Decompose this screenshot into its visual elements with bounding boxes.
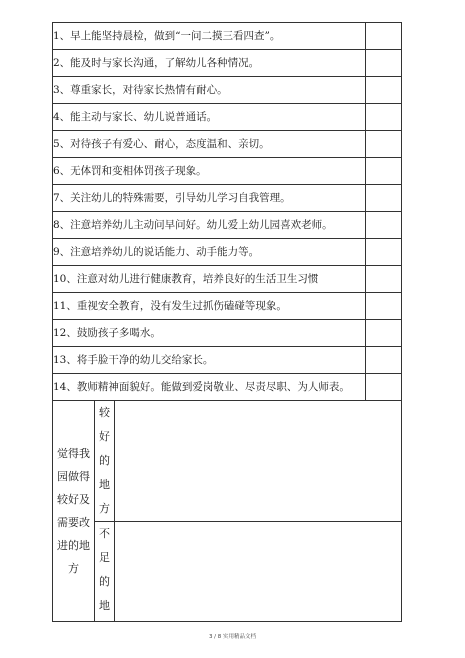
table-row xyxy=(53,185,402,212)
survey-item-text: 4、能主动与家长、幼儿说普通话。 xyxy=(53,104,366,131)
feedback-section xyxy=(53,401,402,622)
table-row xyxy=(53,104,402,131)
score-cell[interactable] xyxy=(366,185,402,212)
table-row xyxy=(53,266,402,293)
survey-item-text: 14、教师精神面貌好。能做到爱岗敬业、尽责尽职、为人师表。 xyxy=(53,374,366,401)
survey-item-text: 1、早上能坚持晨检，做到“一问二摸三看四查”。 xyxy=(53,23,366,50)
table-row xyxy=(53,50,402,77)
table-row xyxy=(53,23,402,50)
table-row xyxy=(53,293,402,320)
table-row xyxy=(53,347,402,374)
score-cell[interactable] xyxy=(366,239,402,266)
survey-table xyxy=(52,22,402,622)
score-cell[interactable] xyxy=(366,104,402,131)
score-cell[interactable] xyxy=(366,23,402,50)
survey-item-text: 6、无体罚和变相体罚孩子现象。 xyxy=(53,158,366,185)
score-cell[interactable] xyxy=(366,158,402,185)
shortcomings-answer-area[interactable] xyxy=(115,522,402,622)
table-row xyxy=(53,131,402,158)
table-row xyxy=(53,239,402,266)
good-points-answer-area[interactable] xyxy=(115,401,402,522)
survey-item-text: 12、鼓励孩子多喝水。 xyxy=(53,320,366,347)
table-row xyxy=(53,320,402,347)
score-cell[interactable] xyxy=(366,374,402,401)
survey-item-text: 13、将手脸干净的幼儿交给家长。 xyxy=(53,347,366,374)
score-cell[interactable] xyxy=(366,50,402,77)
score-cell[interactable] xyxy=(366,347,402,374)
survey-item-text: 9、注意培养幼儿的说话能力、动手能力等。 xyxy=(53,239,366,266)
score-cell[interactable] xyxy=(366,131,402,158)
shortcomings-label: 不足的地 xyxy=(95,522,115,622)
good-points-label: 较好的地方 xyxy=(95,401,115,522)
survey-item-text: 7、关注幼儿的特殊需要，引导幼儿学习自我管理。 xyxy=(53,185,366,212)
feedback-row-good xyxy=(53,401,402,522)
score-cell[interactable] xyxy=(366,266,402,293)
survey-item-text: 2、能及时与家长沟通，了解幼儿各种情况。 xyxy=(53,50,366,77)
score-cell[interactable] xyxy=(366,293,402,320)
feedback-row-bad xyxy=(53,522,402,622)
score-cell[interactable] xyxy=(366,212,402,239)
table-row xyxy=(53,77,402,104)
survey-item-text: 8、注意培养幼儿主动问早问好。幼儿爱上幼儿园喜欢老师。 xyxy=(53,212,366,239)
page-footer: 3 / 8 实用精品文档 xyxy=(208,634,257,640)
table-row xyxy=(53,158,402,185)
score-cell[interactable] xyxy=(366,320,402,347)
feedback-section-label: 觉得我园做得较好及需要改进的地方 xyxy=(53,401,95,622)
survey-item-text: 3、尊重家长，对待家长热情有耐心。 xyxy=(53,77,366,104)
survey-items xyxy=(53,23,402,401)
survey-item-text: 5、对待孩子有爱心、耐心，态度温和、亲切。 xyxy=(53,131,366,158)
survey-item-text: 11、重视安全教育，没有发生过抓伤磕碰等现象。 xyxy=(53,293,366,320)
table-row xyxy=(53,212,402,239)
table-row xyxy=(53,374,402,401)
survey-item-text: 10、注意对幼儿进行健康教育，培养良好的生活卫生习惯 xyxy=(53,266,366,293)
score-cell[interactable] xyxy=(366,77,402,104)
